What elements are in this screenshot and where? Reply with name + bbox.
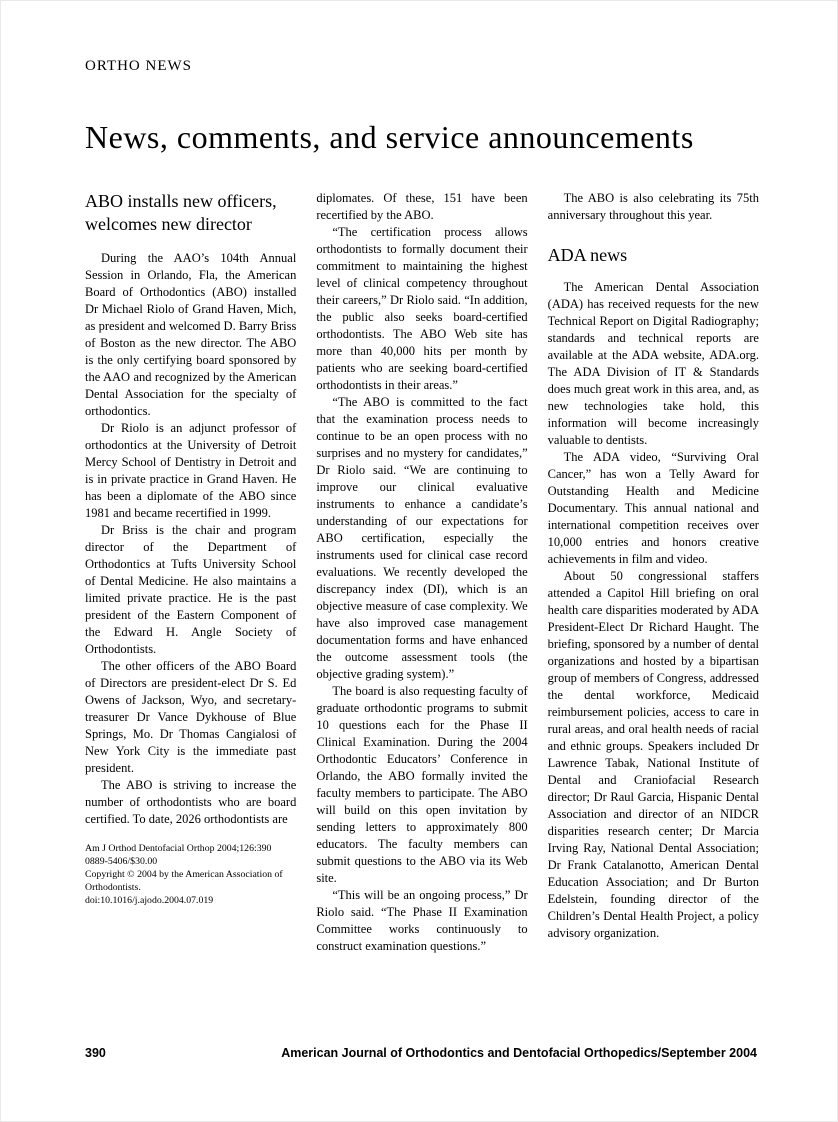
- paragraph: “The certification process allows orthodontists to formally document their commitment to maintaining the highest level of clinical competency throughout their careers,” Dr Riolo said. “In addition, the public also seeks board-certified orthodontists. The ABO Web site has more than 40,000 hits per month by patients who are seeking board-certified orthodontists in their areas.”: [316, 225, 528, 392]
- paragraph: About 50 congressional staffers attended a Capitol Hill briefing on oral health care disparities moderated by ADA President-Elect Dr Richard Haught. The briefing, sponsored by a number of dental organizations and hosted by a bipartisan group of members of Congress, addressed the dental workforce, Medicaid reimbursement policies, access to care in rural areas, and oral health needs of racial and ethnic groups. Speakers included Dr Lawrence Tabak, National Institute of Dental and Craniofacial Research director; Dr Raul Garcia, Hispanic Dental Association and director of an NIDCR disparities research center; Dr Marcia Irving Ray, National Dental Association; Dr Frank Catalanotto, American Dental Education Association; and Dr Burton Edelstein, founding director of the Children’s Dental Health Project, a policy advisory organization.: [547, 569, 759, 941]
- paragraph: The other officers of the ABO Board of Directors are president-elect Dr S. Ed Owens of Jackson, Wyo, and secretary-treasurer Dr Vance Dykhouse of Blue Springs, Mo. Dr Thomas Cangialosi of New York City is the immediate past president.: [85, 659, 297, 776]
- column-1: [85, 190, 296, 955]
- paragraph-continuation: diplomates. Of these, 151 have been recertified by the ABO.: [316, 191, 528, 222]
- paragraph: “The ABO is committed to the fact that the examination process needs to continue to be an open process with no surprises and no mystery for candidates,” Dr Riolo said. “We are continuing to improve our clinical evaluative instruments to enhance a candidate’s understanding of our expectations for ABO certification, especially the instruments used for clinical case record evaluations. We recently developed the discrepancy index (DI), which is an objective measure of case complexity. We have also improved case management documentation forms and have enhanced the outcome assessment tools (the objective grading system).”: [316, 395, 528, 681]
- paragraph: The ABO is striving to increase the number of orthodontists who are board certified. To date, 2026 orthodontists are: [85, 778, 297, 827]
- article-body: [85, 190, 759, 955]
- column-2: [316, 190, 527, 955]
- paragraph: Dr Briss is the chair and program director of the Department of Orthodontics at Tufts University School of Dental Medicine. He also maintains a limited private practice. He is the past president of the Eastern Component of the Edward H. Angle Society of Orthodontists.: [85, 523, 297, 657]
- paragraph: The American Dental Association (ADA) has received requests for the new Technical Report on Digital Radiography; standards and technical reports are available at the ADA website, ADA.org. The ADA Division of IT & Standards does much great work in this area, and, as new technologies take hold, this information will become increasingly valuable to dentists.: [547, 280, 759, 448]
- journal-section-kicker: ORTHO NEWS: [85, 58, 193, 74]
- column-3: [548, 190, 759, 955]
- section-heading-ada: ADA news: [547, 245, 628, 265]
- footer-page-number: 390: [85, 1046, 106, 1060]
- paragraph: The ADA video, “Surviving Oral Cancer,” has won a Telly Award for Outstanding Health and Medicine Documentary. This annual national and international competition receives over 10,000 entries and honors creative achievements in film and video.: [547, 450, 759, 567]
- section-heading-abo: ABO installs new officers, welcomes new director: [85, 191, 277, 235]
- paragraph: The ABO is also celebrating its 75th anniversary throughout this year.: [547, 191, 759, 222]
- paragraph: Dr Riolo is an adjunct professor of orthodontics at the University of Detroit Mercy School of Dentistry in Detroit and is in private practice in Grand Haven. He has been a diplomate of the ABO since 1981 and became recertified in 1999.: [85, 421, 297, 521]
- page-footer: [85, 1046, 757, 1060]
- paragraph: The board is also requesting faculty of graduate orthodontic programs to submit 10 questions each for the Phase II Clinical Examination. During the 2004 Orthodontic Educators’ Conference in Orlando, the ABO formally invited the faculty members to participate. The ABO will build on this open invitation by sending letters to approximately 800 educators. The faculty members can submit questions to the ABO via its Web site.: [316, 684, 528, 885]
- citation-footnote: [85, 843, 296, 908]
- article-title: News, comments, and service announcements: [85, 119, 694, 155]
- paragraph: During the AAO’s 104th Annual Session in Orlando, Fla, the American Board of Orthodontics (ABO) installed Dr Michael Riolo of Grand Haven, Mich, as president and welcomed D. Barry Briss of Boston as the new director. The ABO is the only certifying board sponsored by the AAO and recognized by the American Dental Association for the specialty of orthodontics.: [85, 251, 297, 419]
- footnote-line-issn: 0889-5406/$30.00: [85, 855, 158, 867]
- footnote-line-doi: doi:10.1016/j.ajodo.2004.07.019: [85, 894, 214, 906]
- footnote-line-copyright: Copyright © 2004 by the American Association of Orthodontists.: [85, 868, 283, 893]
- footer-journal-line: American Journal of Orthodontics and Dentofacial Orthopedics/September 2004: [281, 1046, 757, 1060]
- footnote-line-citation: Am J Orthod Dentofacial Orthop 2004;126:390: [85, 843, 272, 855]
- paragraph: “This will be an ongoing process,” Dr Riolo said. “The Phase II Examination Committee works continuously to construct examination questions.”: [316, 888, 528, 953]
